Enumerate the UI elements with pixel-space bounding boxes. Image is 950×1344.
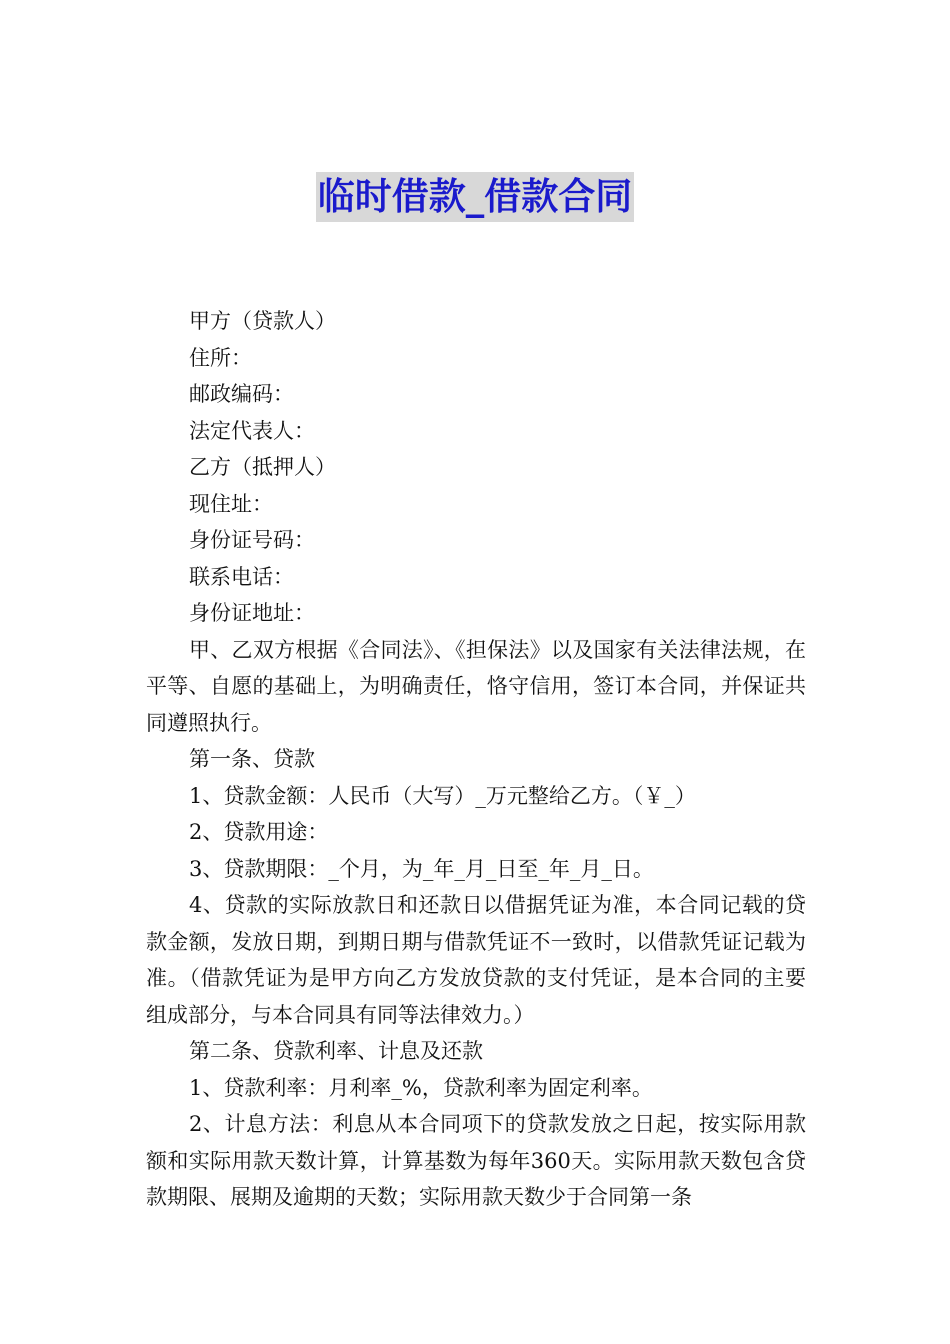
paragraph-postal-code: 邮政编码： [189, 382, 294, 406]
document-body [146, 303, 806, 1216]
document-title: 临时借款_借款合同 [316, 172, 635, 222]
paragraph-interest-rate: 1、贷款利率：月利率_%，贷款利率为固定利率。 [189, 1075, 653, 1100]
paragraph-article-1-heading: 第一条、贷款 [189, 747, 315, 771]
paragraph-legal-representative: 法定代表人： [189, 418, 315, 443]
paragraph-preamble: 甲、乙双方根据《合同法》、《担保法》以及国家有关法律法规，在平等、自愿的基础上，为明确责任，恪守信用，签订本合同，并保证共同遵照执行。 [146, 637, 806, 735]
paragraph-article-2-heading: 第二条、贷款利率、计息及还款 [189, 1039, 483, 1063]
paragraph-loan-purpose: 2、贷款用途： [189, 820, 329, 844]
paragraph-interest-method: 2、计息方法：利息从本合同项下的贷款发放之日起，按实际用款额和实际用款天数计算，计算基数为每年360天。实际用款天数包含贷款期限、展期及逾期的天数；实际用款天数少于合同第一条 [146, 1112, 806, 1209]
paragraph-loan-amount: 1、贷款金额：人民币（大写）_万元整给乙方。（￥_） [189, 783, 696, 808]
paragraph-id-number: 身份证号码： [189, 528, 315, 552]
paragraph-current-address: 现住址： [189, 491, 273, 516]
paragraph-party-b: 乙方（抵押人） [189, 455, 336, 479]
paragraph-id-address: 身份证地址： [189, 601, 315, 625]
paragraph-phone: 联系电话： [189, 564, 294, 589]
title-container [0, 172, 950, 222]
paragraph-loan-voucher: 4、贷款的实际放款日和还款日以借据凭证为准，本合同记载的贷款金额，发放日期，到期日期与借款凭证不一致时，以借款凭证记载为准。（借款凭证为是甲方向乙方发放贷款的支付凭证，是本合同的主要组成部分，与本合同具有同等法律效力。） [146, 893, 806, 1027]
paragraph-loan-term: 3、贷款期限：_个月，为_年_月_日至_年_月_日。 [189, 856, 654, 881]
paragraph-address: 住所： [189, 345, 252, 370]
paragraph-party-a: 甲方（贷款人） [189, 309, 336, 333]
